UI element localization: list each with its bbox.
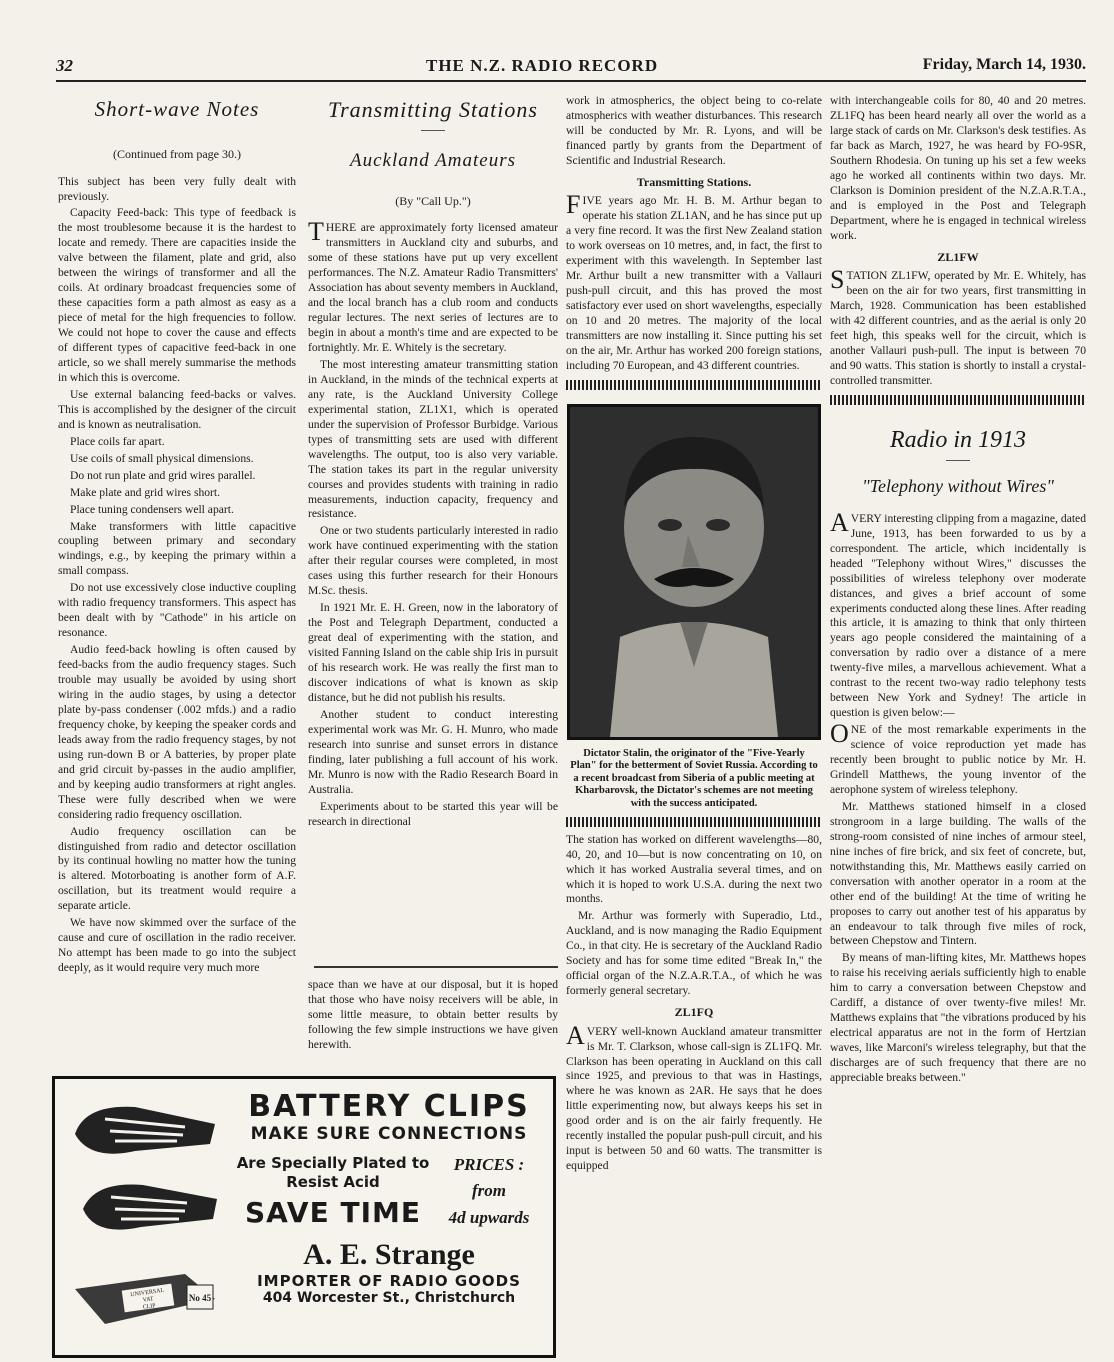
battery-clips-advert — [52, 1076, 556, 1358]
clip-label: VAT — [142, 1296, 155, 1304]
advert-subhead: MAKE SURE CONNECTIONS — [250, 1124, 528, 1144]
decorative-rule — [830, 395, 1086, 405]
clip-label: UNIVERSAL — [130, 1287, 165, 1299]
radio-paragraph: AVERY interesting clipping from a magazine, dated June, 1913, has been forwarded to us by a correspondent. The article, which incidentally is headed "Telephony without Wires," discusses the possibilities of wireless telephony over moderate distances, and gives a brief account of some experiments conducted along these lines. After reading this article, it is amazing to think that only thirteen years ago people considered the maintaining of a conversation by radio over a distance of a mere twenty-five miles, a marvellous achievement. What a contrast to the recent two-way radio telephony tests between New York and Sydney! The article in question is given below:— — [830, 507, 1086, 720]
prices-label: PRICES : — [453, 1155, 525, 1174]
issue-date: Friday, March 14, 1930. — [922, 56, 1086, 73]
clarkson-paragraph: with interchangeable coils for 80, 40 and 20 metres. ZL1FQ has been heard nearly all over the world as a large stack of cards on Mr. Clarkson's desk testifies. As far back as March, 1927, he was heard by FO-9SR, Southern Rhodesia. On tuning up his set a few weeks ago he worked all continents within two days. Mr. Clarkson is Dominion president of the N.Z.A.R.T.A., and is employed in the Post and Telegraph Department, where he is engaged in technical wireless work. — [830, 94, 1086, 242]
advert-headline: BATTERY CLIPS — [248, 1089, 530, 1124]
radio-paragraph: By means of man-lifting kites, Mr. Matthews hopes to raise his receiving aerials sufficiently high to enable him to carry a conversation between Chepstow and Cardiff, a distance of over twenty-five miles! Mr. Matthews explains that "the vibrations produced by his electrical apparatus are not in the form of Hertzian waves, like Marconi's wireless telegraphy, but that the discharges are of such frequency that there are no appreciable breaks between." — [830, 951, 1086, 1085]
battery-clip-illustration — [65, 1089, 225, 1344]
radio-paragraph: Mr. Matthews stationed himself in a closed strongroom in a large building. The walls of the strong-room consisted of nine inches of armour steel, nine inches of fire brick, and six feet of concrete, but, notwithstanding this, Mr. Matthews easily carried on conversation with another operator in a room at the other end of the building! At the time of writing he proposes to carry out another test of his apparatus by an endeavour to talk through five miles of rock, between Chepstow and Tintern. — [830, 799, 1086, 948]
advert-text — [233, 1085, 545, 1306]
advert-company: A. E. Strange — [303, 1238, 475, 1271]
section-head-zl1fq: ZL1FQ — [674, 1005, 714, 1020]
zl1fw-paragraph: STATION ZL1FW, operated by Mr. E. Whitely, has been on the air for two years, first transmitting in March, 1928. Communication has been established with 42 different countries, and as the aerial is only 20 feet high, this speaks well for the circuit, which is another Vallauri push-pull. The input is between 70 and 90 watts. This station is shortly to install a crystal-controlled transmitter. — [830, 265, 1086, 387]
transmitting-title: Transmitting Stations — [328, 97, 538, 122]
advert-save-time: SAVE TIME — [245, 1196, 421, 1229]
stalin-photo — [567, 404, 821, 740]
advert-details — [233, 1150, 545, 1230]
shortwave-paragraph: Place tuning condensers well apart. — [70, 502, 234, 516]
shortwave-paragraph: We have now skimmed over the surface of the cause and cure of oscillation in the radio receiver. No attempt has been made to go into the subject deeply, as it would require very much more — [58, 916, 296, 975]
portrait-illustration — [570, 407, 818, 737]
shortwave-paragraph: Audio frequency oscillation can be distinguished from radio and detector oscillation by its continual howling no matter how the tuning is altered. Motorboating is another form of A.F. oscillation, but its treatment would require a separate article. — [58, 824, 296, 913]
prices-from: from — [472, 1181, 506, 1201]
continued-note: (Continued from page 30.) — [113, 147, 241, 162]
photo-caption: Dictator Stalin, the originator of the "Five-Yearly Plan" for the betterment of Soviet Russia. According to a recent broadcast from Siberia of a public meeting at Kharbarovsk, the Dictator's schemes are not meeting with the success anticipated. — [570, 747, 818, 810]
column-four — [830, 94, 1086, 1088]
transmitting-paragraph: Experiments about to be started this year will be research in directional — [308, 799, 558, 828]
column-three — [566, 94, 822, 1176]
transmitting-paragraph: THERE are approximately forty licensed amateur transmitters in Auckland city and suburbs, and some of these stations have put up very excellent performances. The N.Z. Amateur Radio Transmitters' Association has about seventy members in Auckland, and the local branch has a club room and conducts regular lectures. The next series of lectures are to begin in about a month's time and are expected to be fortnightly. Mr. E. Whitely is the secretary. — [308, 217, 558, 354]
arthur-business-paragraph: Mr. Arthur was formerly with Superadio, Ltd., Auckland, and is now managing the Radio Equipment Co., in that city. He is secretary of the Auckland Radio Society and has for some time edited "Break In," the official organ of the N.Z.A.R.T.A., of which he was formerly general secretary. — [566, 909, 822, 998]
decorative-rule — [566, 817, 822, 827]
shortwave-paragraph: Use coils of small physical dimensions. — [70, 451, 254, 465]
shortwave-paragraph: Do not use excessively close inductive coupling with radio frequency transformers. This aspect has been dealt with by "Cathode" in his article on resonance. — [58, 581, 296, 640]
shortwave-title: Short-wave Notes — [94, 97, 260, 121]
section-head-transmitting: Transmitting Stations. — [636, 174, 752, 189]
advert-address: 404 Worcester St., Christchurch — [262, 1290, 516, 1306]
decorative-rule — [566, 380, 822, 390]
shortwave-paragraph: Make plate and grid wires short. — [70, 485, 221, 499]
title-divider — [946, 460, 970, 461]
transmitting-paragraph: In 1921 Mr. E. H. Green, now in the laboratory of the Post and Telegraph Department, conducted a great deal of experimenting with the station, and visited Fanning Island on the cable ship Iris in pursuit of his research work. He was really the first man to discover indications of what is known as skip distance, but he did not publish his results. — [308, 601, 558, 704]
masthead — [56, 54, 1086, 82]
shortwave-paragraph: Use external balancing feed-backs or valves. This is accomplished by the designer of the circuit and is known as neutralisation. — [58, 387, 296, 431]
byline: (By "Call Up.") — [395, 193, 471, 208]
transmitting-paragraph: Another student to conduct interesting experimental work was Mr. G. H. Munro, who made research into sunrise and sunset errors in distance finding, later publishing a full account of his work. Mr. Munro is now with the Radio Research Board in Australia. — [308, 707, 558, 796]
section-head-zl1fw: ZL1FW — [937, 249, 979, 264]
radio-paragraph: ONE of the most remarkable experiments in the science of voice reproduction yet made has recently been brought to public notice by Mr. H. Grindell Matthews, the young inventor of the aerophone system of wireless telephony. — [830, 719, 1086, 796]
column-separator — [314, 966, 558, 968]
clip-number: No 45 — [188, 1293, 212, 1303]
shortwave-paragraph: Make transformers with little capacitive coupling between primary and secondary windings, e.g., by keeping the primary within a small compass. — [58, 519, 296, 578]
transmitting-paragraph: The most interesting amateur transmitting station in Auckland, in the minds of the technical experts at any rate, is the Auckland University College experimental station, ZL1X1, which is operated under the supervision of Professor Burbidge. Various types of transmitting sets are used with different wavelengths. The output, too is also very variable. The station takes its part in the regular university courses and provides students with training in radio measurements, induction capacity, frequency and resistance. — [308, 357, 558, 521]
radio-1913-subtitle: "Telephony without Wires" — [862, 475, 1054, 496]
shortwave-paragraph: Capacity Feed-back: This type of feedback is the most troublesome because it is the hardest to locate and remedy. There are capacities inside the valve between the filament, plate and grid, also between the wirings of transformer and all the coils. At ordinary broadcast frequencies some of these capacities form a path almost as easy as a piece of metal for the high frequencies to follow. We could not hope to cover the cause and effects of different types of capacitive feed-back in one article, so we shall merely summarise the methods in which this is overcome. — [58, 206, 296, 384]
transmitting-paragraph: One or two students particularly interested in radio work have continued experimenting with the station after their regular courses were completed, in most cases using this further research for their Honours M.Sc. thesis. — [308, 524, 558, 598]
atmospherics-paragraph: work in atmospherics, the object being to co-relate atmospherics with weather disturbances. This research will be conducted by Mr. R. Lyons, and will be financed partly by grants from the Department of Scientific and Industrial Research. — [566, 94, 822, 167]
publication-title: THE N.Z. RADIO RECORD — [426, 56, 659, 75]
radio-1913-title: Radio in 1913 — [890, 426, 1026, 453]
page-number: 32 — [56, 56, 73, 75]
shortwave-paragraph: This subject has been very fully dealt with previously. — [58, 174, 296, 203]
advert-prices — [439, 1152, 539, 1231]
title-divider — [421, 130, 445, 131]
station-worked-paragraph: The station has worked on different wavelengths—80, 40, 20, and 10—but is now concentrating on 10, on which it has worked Australia several times, and on which it is hoped to work U.S.A. during the next two months. — [566, 832, 822, 906]
shortwave-paragraph: Audio feed-back howling is often caused by feed-backs from the audio frequency stages. Such trouble may usually be avoided by using short wiring in the audio stages, by using a detector plate by-pass condenser (.002 mfds.) and a radio frequency choke, by keeping the speaker cords and leads away from the radio frequency stages, by not using run-down B or A batteries, by proper plate and grid circuit by-passes in the audio amplifier, and by keeping audio transformers at right angles. These were fully described when we were considering radio frequency oscillation. — [58, 643, 296, 821]
shortwave-paragraph: Place coils far apart. — [70, 434, 165, 448]
advert-plated: Are Specially Plated to Resist Acid — [236, 1154, 430, 1191]
arthur-paragraph: FIVE years ago Mr. H. B. M. Arthur began to operate his station ZL1AN, and he has since put up a very fine record. It was the first New Zealand station to work overseas on 10 metres, and, in fact, the first to experiment with this wavelength. In September last Mr. Arthur built a new transmitter with a Vallauri push-pull circuit, and this has proved the most satisfactory ever used on short wavelengths, especially on 10 and 20 metres. The majority of the local transmitters are now installing it. Since putting his set on the air, Mr. Arthur has worked 200 foreign stations, including 70 European, and 43 different countries. — [566, 190, 822, 372]
column-transmitting-stations — [308, 94, 558, 831]
prices-value: 4d upwards — [448, 1207, 530, 1227]
column-shortwave-notes — [58, 94, 296, 978]
continuation-paragraph: space than we have at our disposal, but it is hoped that those who have noisy receivers will be able, in some little measure, to obtain better results by following the few simple instructions we have given herewith. — [308, 978, 558, 1051]
shortwave-continuation — [308, 978, 558, 1055]
clip-label: CLIP — [142, 1303, 157, 1311]
zl1fq-paragraph: AVERY well-known Auckland amateur transmitter is Mr. T. Clarkson, whose call-sign is ZL1FQ. Mr. Clarkson has been operating in Auckland on this call since 1925, and previous to that was in Hastings, where he was known as 2AR. He says that he does little experimenting now, but always keeps his set in good order and is on the air fairly frequently. He recently installed the popular push-pull circuit, and his input is between 50 and 60 watts. The transmitter is equipped — [566, 1020, 822, 1173]
transmitting-subtitle: Auckland Amateurs — [350, 150, 516, 172]
shortwave-paragraph: Do not run plate and grid wires parallel. — [70, 468, 256, 482]
advert-importer: IMPORTER OF RADIO GOODS — [257, 1272, 521, 1290]
